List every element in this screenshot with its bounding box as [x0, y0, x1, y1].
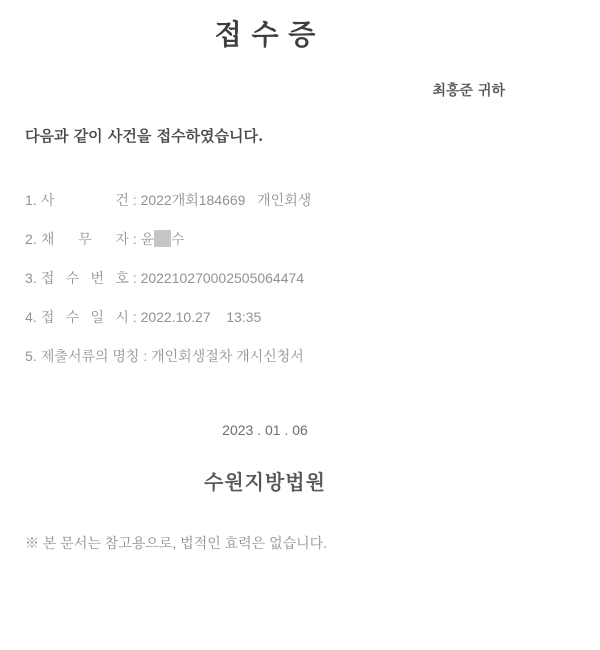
disclaimer-footnote: ※ 본 문서는 참고용으로, 법적인 효력은 없습니다.	[25, 535, 328, 551]
receipt-number-value: 202210270002505064474	[140, 270, 305, 286]
receipt-number-row	[25, 268, 505, 288]
receipt-number-label: 접 수 번 호	[40, 270, 129, 286]
item-number: 4.	[25, 309, 37, 325]
name-redaction-box	[154, 230, 171, 247]
receipt-datetime-value: 2022.10.27 13:35	[140, 309, 262, 325]
label-separator: :	[128, 309, 141, 325]
document-name-value: 개인회생절차 개시신청서	[151, 348, 304, 364]
debtor-name-prefix: 윤	[140, 231, 155, 247]
receipt-item-list	[25, 190, 505, 366]
label-separator: :	[139, 348, 152, 364]
item-number: 3.	[25, 270, 37, 286]
debtor-label: 채 무 자	[40, 231, 129, 247]
debtor-row	[25, 229, 505, 249]
item-number: 5.	[25, 348, 37, 364]
case-number-row	[25, 190, 505, 210]
label-separator: :	[128, 192, 141, 208]
label-separator: :	[128, 231, 141, 247]
addressee-line: 최홍준 귀하	[432, 83, 505, 99]
debtor-name-suffix: 수	[171, 231, 185, 247]
case-number-value: 2022개회184669 개인회생	[140, 192, 312, 208]
receipt-datetime-label: 접 수 일 시	[40, 309, 129, 325]
issue-date: 2023 . 01 . 06	[222, 422, 308, 438]
court-name: 수원지방법원	[204, 470, 326, 494]
receipt-datetime-row	[25, 307, 505, 327]
item-number: 2.	[25, 231, 37, 247]
document-title: 접 수 증	[214, 18, 316, 51]
document-name-row	[25, 346, 505, 366]
item-number: 1.	[25, 192, 37, 208]
document-name-label: 제출서류의 명칭	[40, 348, 140, 364]
intro-sentence: 다음과 같이 사건을 접수하였습니다.	[25, 127, 264, 145]
case-label: 사 건	[40, 192, 129, 208]
label-separator: :	[128, 270, 141, 286]
